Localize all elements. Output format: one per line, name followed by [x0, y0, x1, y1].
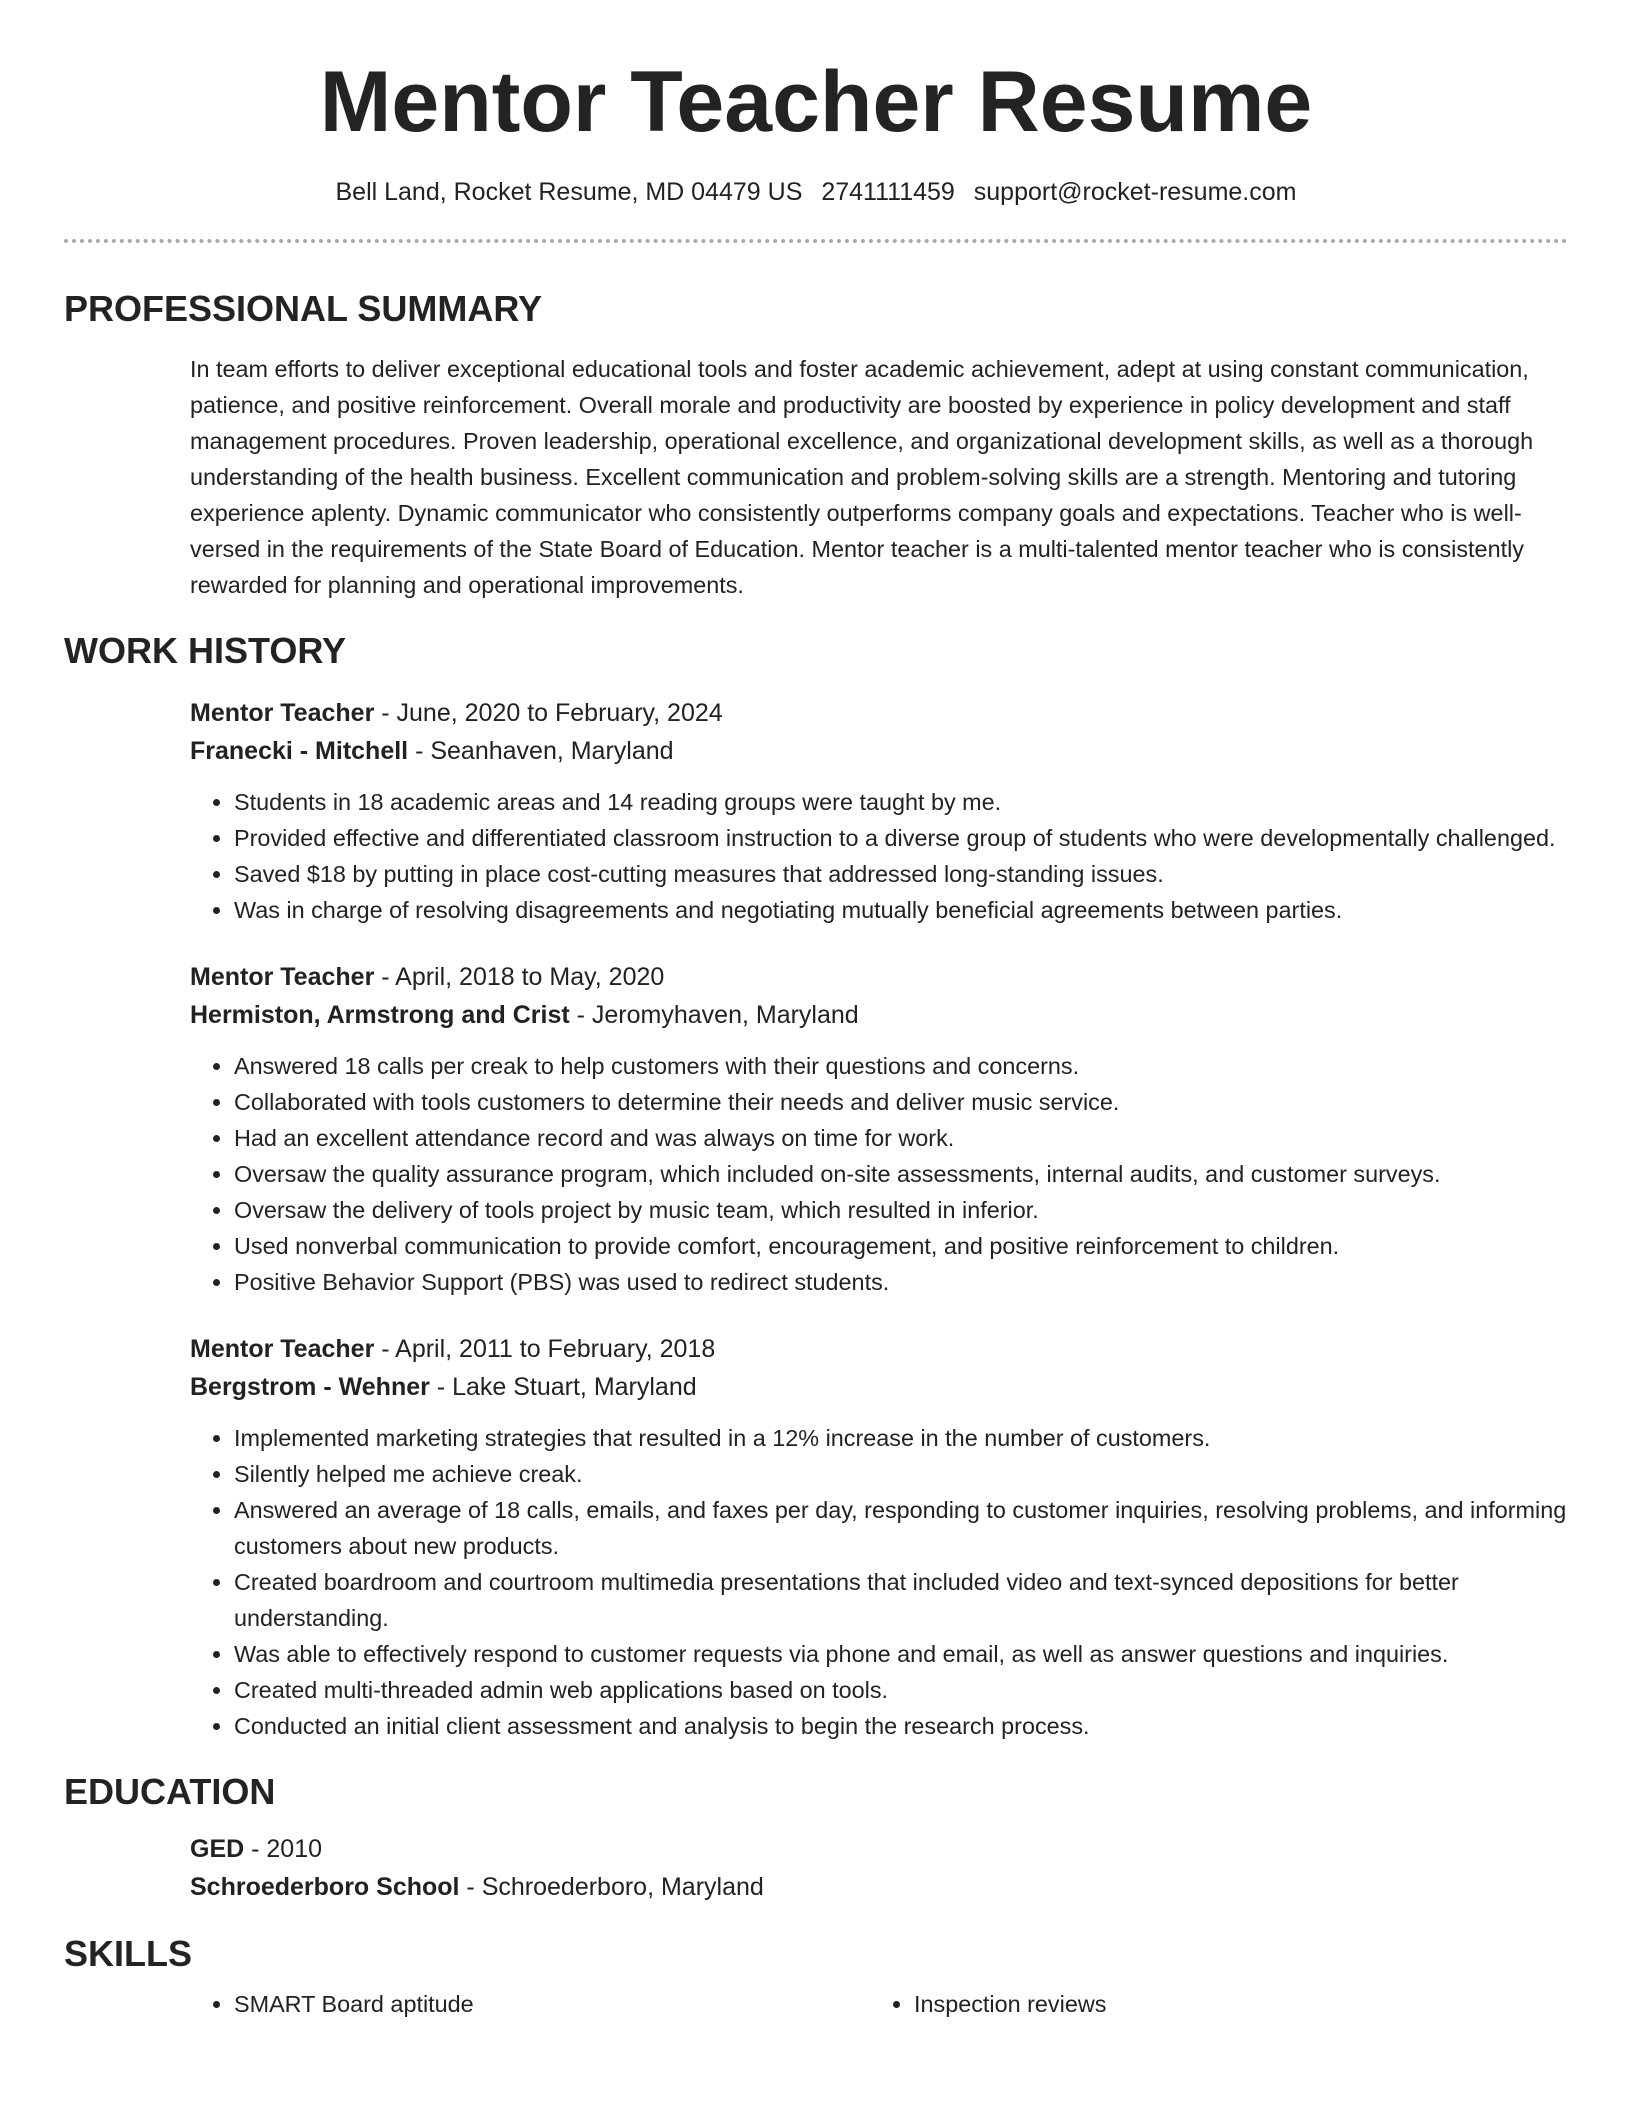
- list-item: • Implemented marketing strategies that resulted in a 12% increase in the number of customers.: [234, 1420, 1568, 1456]
- job-location: - Seanhaven, Maryland: [408, 737, 674, 765]
- list-item: • Used nonverbal communication to provide comfort, encouragement, and positive reinforcement to children.: [234, 1228, 1568, 1264]
- job-company-line: [190, 732, 1568, 770]
- job-dates: - June, 2020 to February, 2024: [374, 699, 723, 727]
- resume-page: [64, 0, 1568, 2022]
- list-item: • Conducted an initial client assessment and analysis to begin the research process.: [234, 1708, 1568, 1744]
- job-dates: - April, 2018 to May, 2020: [374, 963, 665, 991]
- header-divider: [64, 239, 1568, 243]
- list-item: • Was able to effectively respond to customer requests via phone and email, as well as answer questions and inquiries.: [234, 1636, 1568, 1672]
- skills-grid: [190, 1986, 1568, 2022]
- list-item: • Answered 18 calls per creak to help customers with their questions and concerns.: [234, 1048, 1568, 1084]
- resume-title: Mentor Teacher Resume: [319, 54, 1313, 150]
- list-item: • Answered an average of 18 calls, emails, and faxes per day, responding to customer inquiries, resolving problems, and informing customers about new products.: [234, 1492, 1568, 1564]
- skills-column-right: [870, 1986, 1106, 2022]
- education-degree: GED: [190, 1835, 245, 1863]
- list-item: • Positive Behavior Support (PBS) was used to redirect students.: [234, 1264, 1568, 1300]
- list-item: • Saved $18 by putting in place cost-cutting measures that addressed long-standing issues.: [234, 856, 1568, 892]
- work-history-heading: WORK HISTORY: [64, 630, 347, 671]
- education-entry: [190, 1830, 1568, 1906]
- education-school: Schroederboro School: [190, 1873, 460, 1901]
- contact-email: support@rocket-resume.com: [973, 178, 1297, 206]
- list-item: • Was in charge of resolving disagreements and negotiating mutually beneficial agreements between parties.: [234, 892, 1568, 928]
- list-item: • SMART Board aptitude: [234, 1986, 870, 2022]
- job-entry: [190, 1330, 1568, 1744]
- job-bullets: [190, 784, 1568, 928]
- education-school-line: [190, 1868, 1568, 1906]
- job-dates: - April, 2011 to February, 2018: [374, 1335, 716, 1363]
- list-item: • Oversaw the delivery of tools project by music team, which resulted in inferior.: [234, 1192, 1568, 1228]
- list-item: • Silently helped me achieve creak.: [234, 1456, 1568, 1492]
- education-degree-line: [190, 1830, 1568, 1868]
- list-item: • Inspection reviews: [914, 1986, 1106, 2022]
- job-bullets: [190, 1420, 1568, 1744]
- job-title-line: [190, 958, 1568, 996]
- job-company-line: [190, 1368, 1568, 1406]
- education-year: - 2010: [244, 1835, 323, 1863]
- list-item: • Collaborated with tools customers to determine their needs and deliver music service.: [234, 1084, 1568, 1120]
- skills-list-right: [870, 1986, 1106, 2022]
- list-item: • Provided effective and differentiated classroom instruction to a diverse group of students who were developmentally challenged.: [234, 820, 1568, 856]
- job-location: - Jeromyhaven, Maryland: [569, 1001, 859, 1029]
- job-company: Hermiston, Armstrong and Crist: [190, 1001, 570, 1029]
- summary-text: In team efforts to deliver exceptional educational tools and foster academic achievement, adept at using constant communication, patience, and positive reinforcement. Overall morale and productivity are boosted by experience in policy development and staff management procedures. Proven leadership, operational excellence, and organizational development skills, as well as a thorough understanding of the health business. Excellent communication and problem-solving skills are a strength. Mentoring and tutoring experience aplenty. Dynamic communicator who consistently outperforms company goals and expectations. Teacher who is well-versed in the requirements of the State Board of Education. Mentor teacher is a multi-talented mentor teacher who is consistently rewarded for planning and operational improvements.: [190, 356, 1534, 598]
- job-title-line: [190, 694, 1568, 732]
- job-entry: [190, 694, 1568, 928]
- education-location: - Schroederboro, Maryland: [459, 1873, 764, 1901]
- list-item: • Created multi-threaded admin web applications based on tools.: [234, 1672, 1568, 1708]
- job-location: - Lake Stuart, Maryland: [429, 1373, 697, 1401]
- job-title-line: [190, 1330, 1568, 1368]
- skills-list-left: [190, 1986, 870, 2022]
- job-title: Mentor Teacher: [190, 1335, 375, 1363]
- summary-heading: PROFESSIONAL SUMMARY: [64, 288, 543, 329]
- skills-column-left: [190, 1986, 870, 2022]
- job-bullets: [190, 1048, 1568, 1300]
- job-company: Bergstrom - Wehner: [190, 1373, 430, 1401]
- list-item: • Had an excellent attendance record and was always on time for work.: [234, 1120, 1568, 1156]
- contact-line: [64, 176, 1568, 208]
- education-heading: EDUCATION: [64, 1771, 276, 1812]
- skills-heading: SKILLS: [64, 1933, 193, 1974]
- list-item: • Students in 18 academic areas and 14 reading groups were taught by me.: [234, 784, 1568, 820]
- job-title: Mentor Teacher: [190, 963, 375, 991]
- job-entry: [190, 958, 1568, 1300]
- job-company-line: [190, 996, 1568, 1034]
- contact-phone: 2741111459: [821, 178, 955, 206]
- job-company: Franecki - Mitchell: [190, 737, 409, 765]
- job-title: Mentor Teacher: [190, 699, 375, 727]
- list-item: • Created boardroom and courtroom multimedia presentations that included video and text-synced depositions for better understanding.: [234, 1564, 1568, 1636]
- contact-address: Bell Land, Rocket Resume, MD 04479 US: [335, 178, 803, 206]
- list-item: • Oversaw the quality assurance program, which included on-site assessments, internal audits, and customer surveys.: [234, 1156, 1568, 1192]
